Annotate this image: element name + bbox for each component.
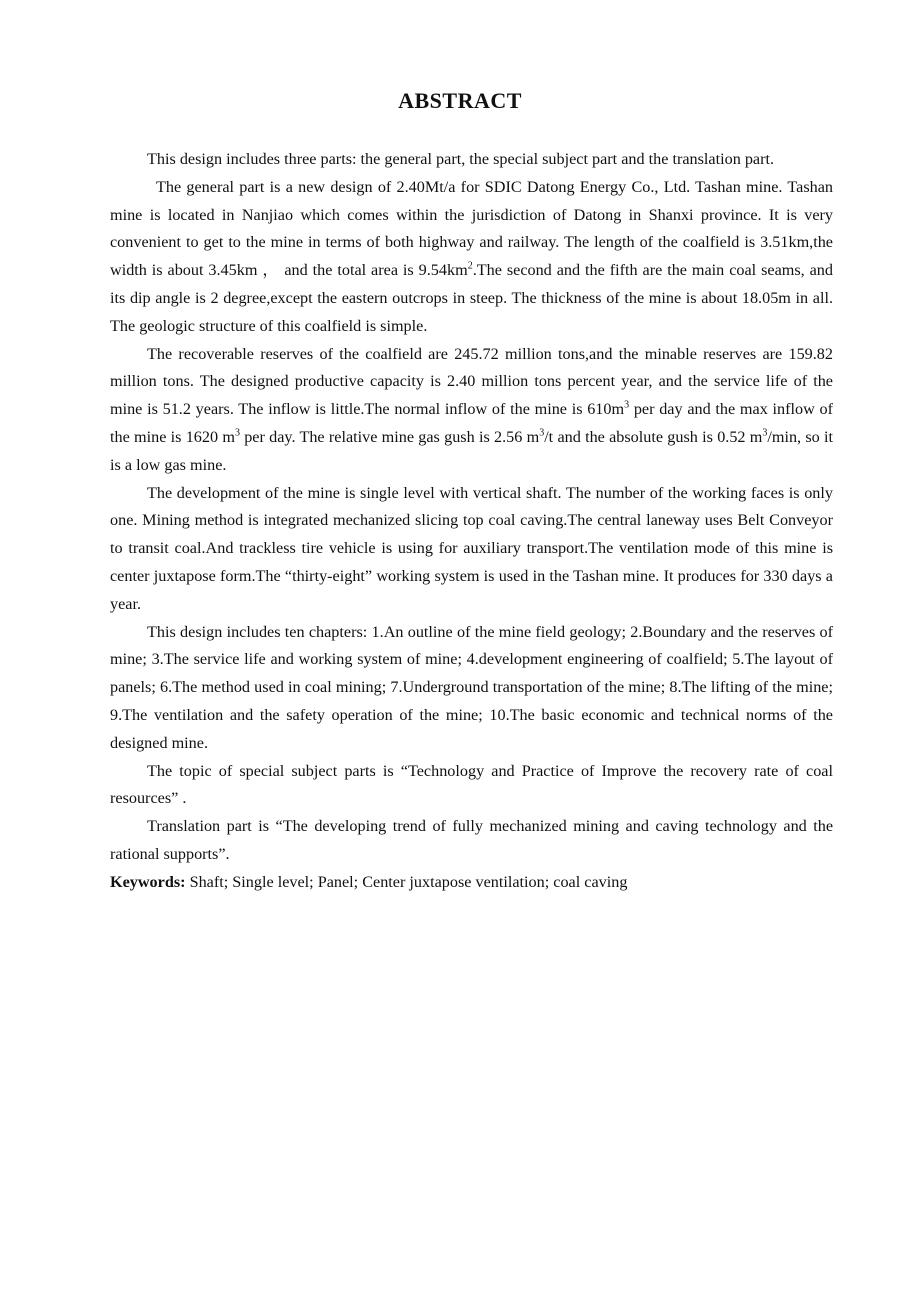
general-part-text-1: The general part is a new design of 2.40Mt/a for SDIC Datong Energy Co., Ltd. Tashan mine. Tashan mine is located in Nanjiao which comes within the jurisdiction of Datong in Shanxi province. It is very convenient to get to the mine in terms of both highway and railway. The length of the coalfield is 3.51km,the width is about 3.45km ， and the total area is 9.54km (110, 177, 833, 280)
superscript-3d: 3 (762, 427, 768, 439)
reserves-text-3: per day. The relative mine gas gush is 2.56 m (239, 427, 540, 446)
abstract-title: ABSTRACT (398, 88, 522, 113)
reserves-text-1: The recoverable reserves of the coalfield are 245.72 million tons,and the minable reserves are 159.82 million tons. The designed productive capacity is 2.40 million tons percent year, and the service life of the mine is 51.2 years. The inflow is little.The normal inflow of the mine is 610m (110, 344, 833, 419)
paragraph-special-subject: The topic of special subject parts is “Technology and Practice of Improve the recovery rate of coal resources” . (110, 761, 833, 808)
reserves-text-4: /t and the absolute gush is 0.52 m (544, 427, 763, 446)
paragraph-reserves (110, 341, 833, 480)
paragraph-intro: This design includes three parts: the general part, the special subject part and the translation part. (147, 150, 775, 168)
reserves-text-5: /min, so it is a low gas mine. (110, 427, 834, 474)
keywords-value: Shaft; Single level; Panel; Center juxtapose ventilation; coal caving (185, 872, 628, 891)
keywords-line (110, 869, 833, 897)
abstract-body (110, 146, 833, 897)
superscript-3c: 3 (539, 427, 545, 439)
superscript-3a: 3 (624, 399, 630, 411)
paragraph-chapters: This design includes ten chapters: 1.An outline of the mine field geology; 2.Boundary and the reserves of mine; 3.The service life and working system of mine; 4.development engineering of coalfield; 5.The layout of panels; 6.The method used in coal mining; 7.Underground transportation of the mine; 8.The lifting of the mine; 9.The ventilation and the safety operation of the mine; 10.The basic economic and technical norms of the designed mine. (110, 622, 833, 752)
keywords-label: Keywords: (110, 872, 186, 891)
general-part-text-2: .The second and the fifth are the main coal seams, and its dip angle is 2 degree,except the eastern outcrops in steep. The thickness of the mine is about 18.05m in all. The geologic structure of this coalfield is simple. (110, 261, 833, 335)
paragraph-general-part (110, 174, 833, 341)
paragraph-translation: Translation part is “The developing trend of fully mechanized mining and caving technology and the rational supports”. (110, 817, 833, 863)
paragraph-development: The development of the mine is single level with vertical shaft. The number of the working faces is only one. Mining method is integrated mechanized slicing top coal caving.The central laneway uses Belt Conveyor to transit coal.And trackless tire vehicle is using for auxiliary transport.The ventilation mode of this mine is center juxtapose form.The “thirty-eight” working system is used in the Tashan mine. It produces for 330 days a year. (110, 483, 833, 613)
reserves-text-2: per day and the max inflow of the mine is 1620 m (110, 400, 833, 446)
superscript-2: 2 (467, 260, 473, 272)
superscript-3b: 3 (234, 427, 240, 439)
